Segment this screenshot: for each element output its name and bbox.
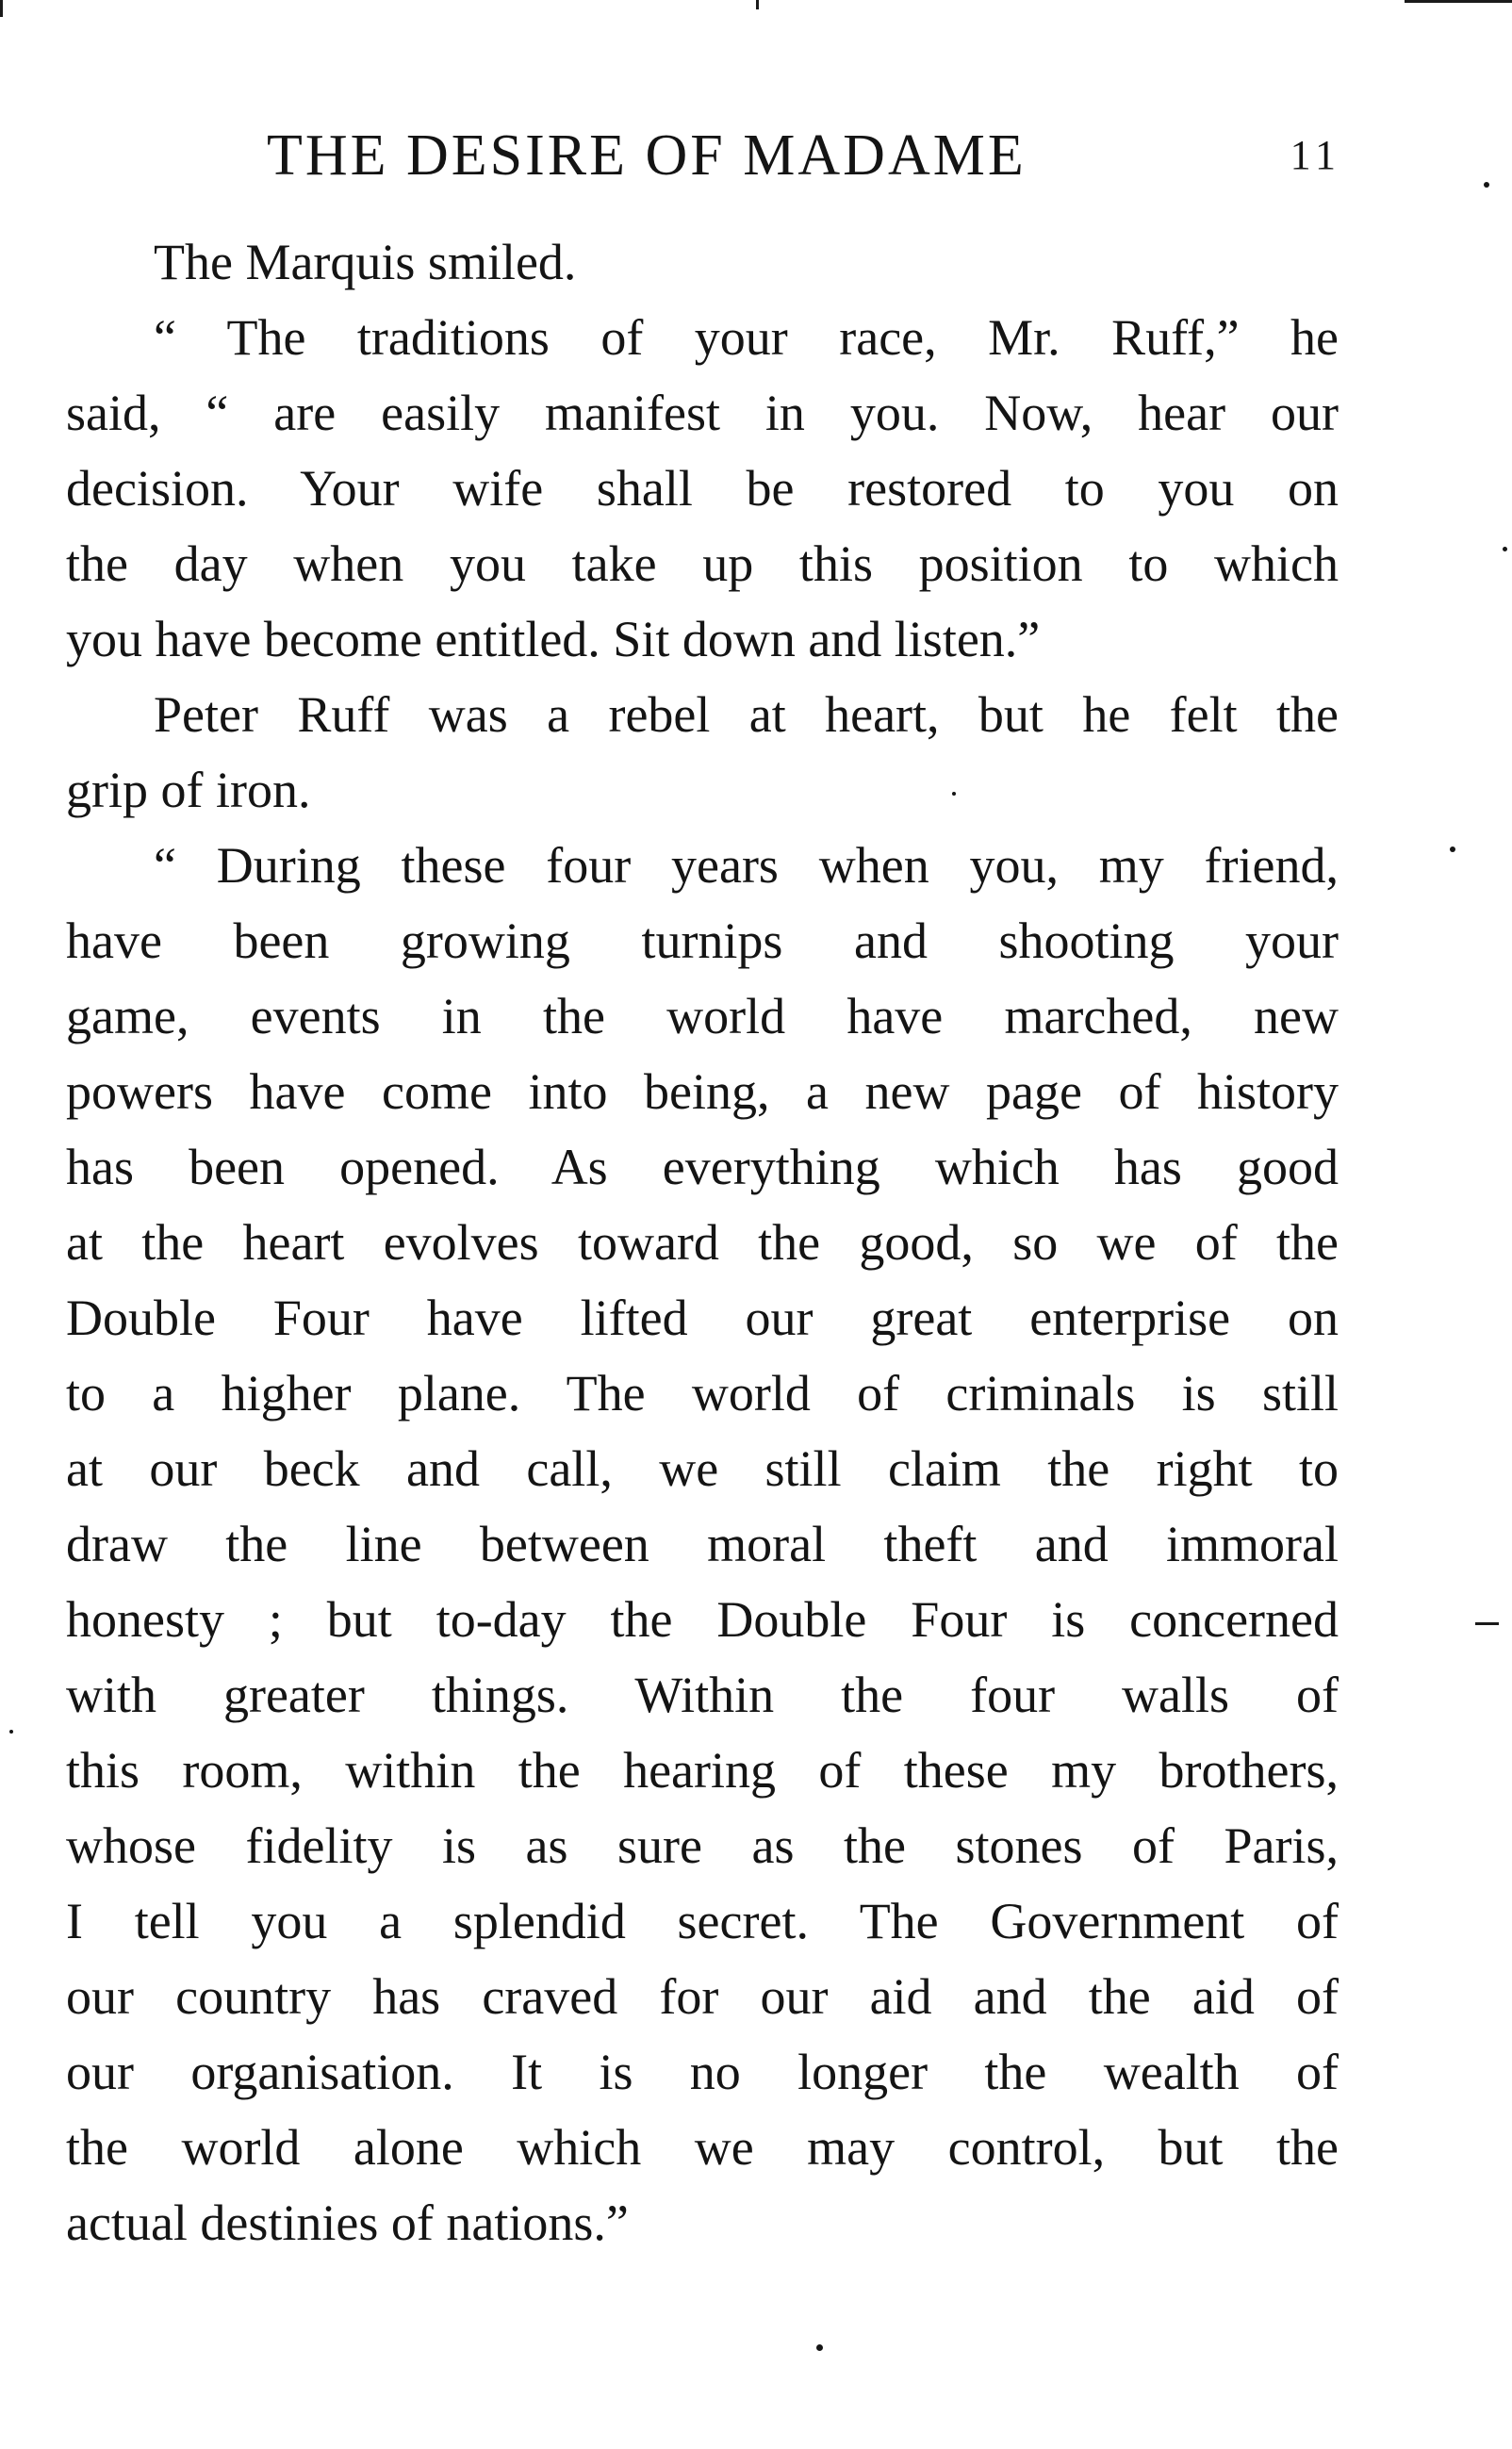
text-line: The Marquis smiled.	[154, 234, 577, 290]
text-line: our country has craved for our aid and the aid of	[66, 1968, 1339, 2025]
text-line: “ The traditions of your race, Mr. Ruff,” he	[154, 309, 1339, 366]
page-number: 11	[1290, 132, 1341, 178]
text-line: draw the line between moral theft and immoral	[66, 1516, 1339, 1572]
text-line: whose fidelity is as sure as the stones of Paris,	[66, 1817, 1339, 1874]
text-line: have been growing turnips and shooting your	[66, 912, 1339, 969]
scan-speck	[1484, 182, 1489, 188]
body-text	[66, 224, 1339, 2298]
text-line: decision. Your wife shall be restored to you on	[66, 460, 1339, 517]
text-line: has been opened. As everything which has good	[66, 1139, 1339, 1195]
text-line: you have become entitled. Sit down and listen.”	[66, 611, 1041, 667]
scan-edge-mark	[0, 0, 3, 17]
scan-speck	[1503, 547, 1507, 551]
text-line: game, events in the world have marched, new	[66, 988, 1339, 1044]
text-line: at our beck and call, we still claim the right to	[66, 1440, 1339, 1497]
text-line: grip of iron.	[66, 762, 311, 818]
text-line: to a higher plane. The world of criminals is still	[66, 1365, 1339, 1422]
text-line: I tell you a splendid secret. The Government of	[66, 1893, 1339, 1949]
scan-speck	[816, 2344, 823, 2351]
text-line: this room, within the hearing of these my brothers,	[66, 1742, 1339, 1799]
page-header	[267, 118, 1341, 193]
scan-speck	[9, 1730, 13, 1734]
text-line: Peter Ruff was a rebel at heart, but he felt the	[154, 686, 1339, 743]
text-line: at the heart evolves toward the good, so we of the	[66, 1214, 1339, 1271]
text-line: powers have come into being, a new page of history	[66, 1063, 1339, 1120]
text-line: with greater things. Within the four walls of	[66, 1667, 1339, 1723]
scan-speck	[1450, 846, 1455, 852]
text-line: our organisation. It is no longer the wealth of	[66, 2044, 1339, 2100]
scan-edge-mark	[756, 0, 759, 9]
text-line: “ During these four years when you, my friend,	[154, 837, 1339, 894]
text-line: the world alone which we may control, but the	[66, 2119, 1339, 2176]
scan-edge-mark	[1405, 0, 1512, 3]
text-line: the day when you take up this position to which	[66, 535, 1339, 592]
text-line: Double Four have lifted our great enterprise on	[66, 1290, 1339, 1346]
scan-speck	[952, 792, 956, 796]
text-line: said, “ are easily manifest in you. Now, hear our	[66, 385, 1339, 441]
text-line: actual destinies of nations.”	[66, 2194, 629, 2251]
scan-dash-mark	[1475, 1622, 1499, 1625]
running-title: THE DESIRE OF MADAME	[267, 123, 1027, 188]
text-line: honesty ; but to-day the Double Four is concerned	[66, 1591, 1339, 1648]
